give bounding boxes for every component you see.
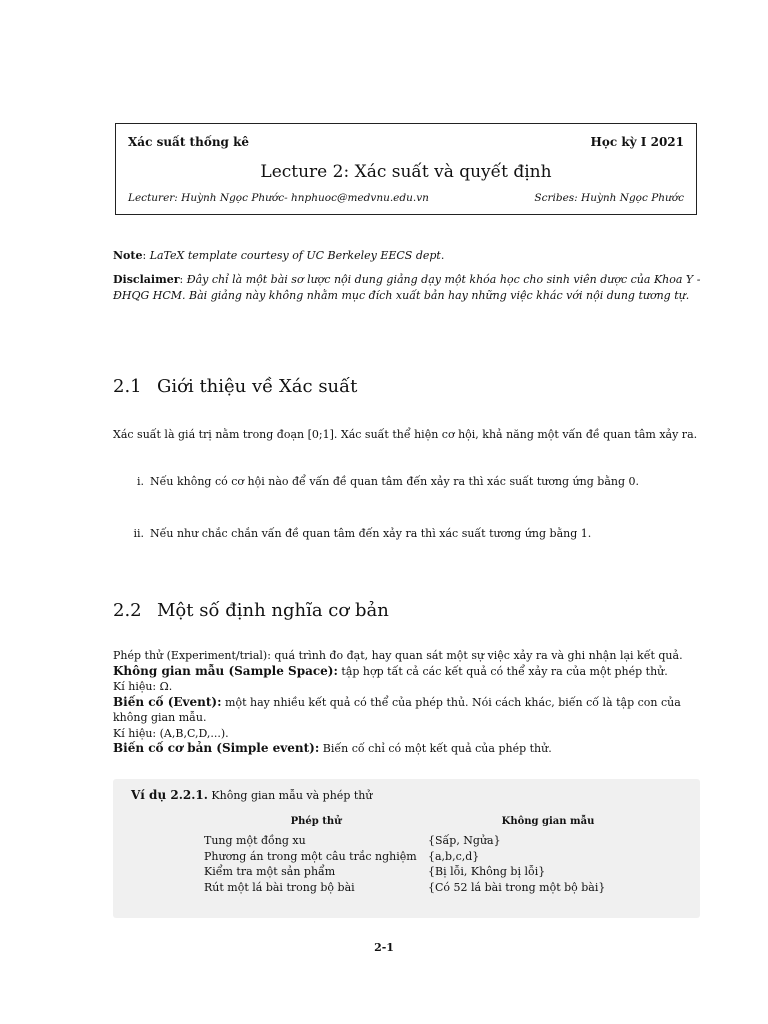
section-intro-paragraph: Xác suất là giá trị nằm trong đoạn [0;1]. Xác suất thể hiện cơ hội, khả năng một vấn đề quan tâm xảy ra. [113,428,698,441]
table-row [204,833,668,849]
disclaimer-paragraph: Disclaimer: Đây chỉ là một bài sơ lược nội dung giảng dạy một khóa học cho sinh viên dược của Khoa Y - ĐHQG HCM. Bài giảng này không nhằm mục đích xuất bản hay những việc khác với nội dung tương tự. [113,273,701,302]
table-cell: {a,b,c,d} [428,849,480,863]
table-cell: {Bị lỗi, Không bị lỗi} [428,865,546,878]
definition-term: Biến cố (Event): [113,694,222,709]
page-number: 2-1 [374,941,394,954]
definition-event [113,695,705,726]
disclaimer-label: Disclaimer [113,273,180,286]
definition-trial: Phép thử (Experiment/trial): quá trình đo đạt, hay quan sát một sự việc xảy ra và ghi nhận lại kết quả. [113,649,683,662]
lecturer-line: Lecturer: Huỳnh Ngọc Phước- hnphuoc@medvnu.edu.vn [128,192,429,204]
example-label: Ví dụ 2.2.1. [131,788,208,802]
event-symbol: Kí hiệu: (A,B,C,D,...). [113,726,229,740]
table-row [204,849,668,865]
disclaimer-text: Đây chỉ là một bài sơ lược nội dung giảng dạy một khóa học cho sinh viên dược của Khoa Y - ĐHQG HCM. Bài giảng này không nhằm mục đích xuất bản hay những việc khác với nội dung tương tự. [113,273,701,302]
column-header: Không gian mẫu [501,816,595,827]
section-title: Một số định nghĩa cơ bản [157,600,389,621]
section-title: Giới thiệu về Xác suất [157,376,358,397]
term-label: Học kỳ I 2021 [590,135,684,149]
scribes-line: Scribes: Huỳnh Ngọc Phước [534,192,684,204]
list-item [130,475,639,488]
note-text: LaTeX template courtesy of UC Berkeley EECS dept. [149,249,445,262]
note-label: Note [113,249,143,262]
example-box [113,779,700,918]
definition-sample-space [113,664,705,680]
lecture-header-box [115,123,697,215]
definition-text: Biến cố chỉ có một kết quả của phép thử. [319,742,552,755]
lecture-title: Lecture 2: Xác suất và quyết định [260,162,552,182]
definitions-block [113,648,705,757]
example-heading [131,788,372,802]
section-number: 2.1 [113,376,142,397]
example-title: Không gian mẫu và phép thử [207,789,373,802]
table-cell: {Có 52 lá bài trong một bộ bài} [428,880,606,894]
list-item-text: Nếu như chắc chắn vấn đề quan tâm đến xảy ra thì xác suất tương ứng bằng 1. [150,527,592,540]
table-cell: {Sấp, Ngửa} [428,834,501,847]
definition-text: một hay nhiều kết quả có thể của phép thủ. Nói cách khác, biến cố là tập con của không gian mẫu. [113,695,681,724]
list-item [130,527,591,540]
definition-term: Biến cố cơ bản (Simple event): [113,741,320,755]
definition-text: tập hợp tất cả các kết quả có thể xảy ra của một phép thử. [337,664,668,678]
course-name: Xác suất thống kê [128,135,250,149]
definition-simple-event [113,741,705,757]
table-cell: Tung một đồng xu [204,834,306,847]
table-header-row [204,816,668,833]
example-table [204,816,668,895]
list-item-text: Nếu không có cơ hội nào để vấn đề quan tâm đến xảy ra thì xác suất tương ứng bằng 0. [150,475,640,488]
column-header: Phép thử [290,816,342,827]
table-row [204,864,668,880]
list-item-label: i. [136,475,144,488]
table-cell: Rút một lá bài trong bộ bài [204,880,355,894]
table-cell: Kiểm tra một sản phẩm [204,865,336,878]
note-paragraph: Note: LaTeX template courtesy of UC Berkeley EECS dept. [113,249,445,262]
section-heading-2-1 [113,376,357,397]
definition-term: Không gian mẫu (Sample Space): [113,663,338,678]
table-cell: Phương án trong một câu trắc nghiệm [204,849,417,863]
section-heading-2-2 [113,600,389,621]
list-item-label: ii. [133,527,144,540]
sample-space-symbol: Kí hiệu: Ω. [113,680,173,693]
table-row [204,880,668,896]
section-number: 2.2 [113,600,142,621]
